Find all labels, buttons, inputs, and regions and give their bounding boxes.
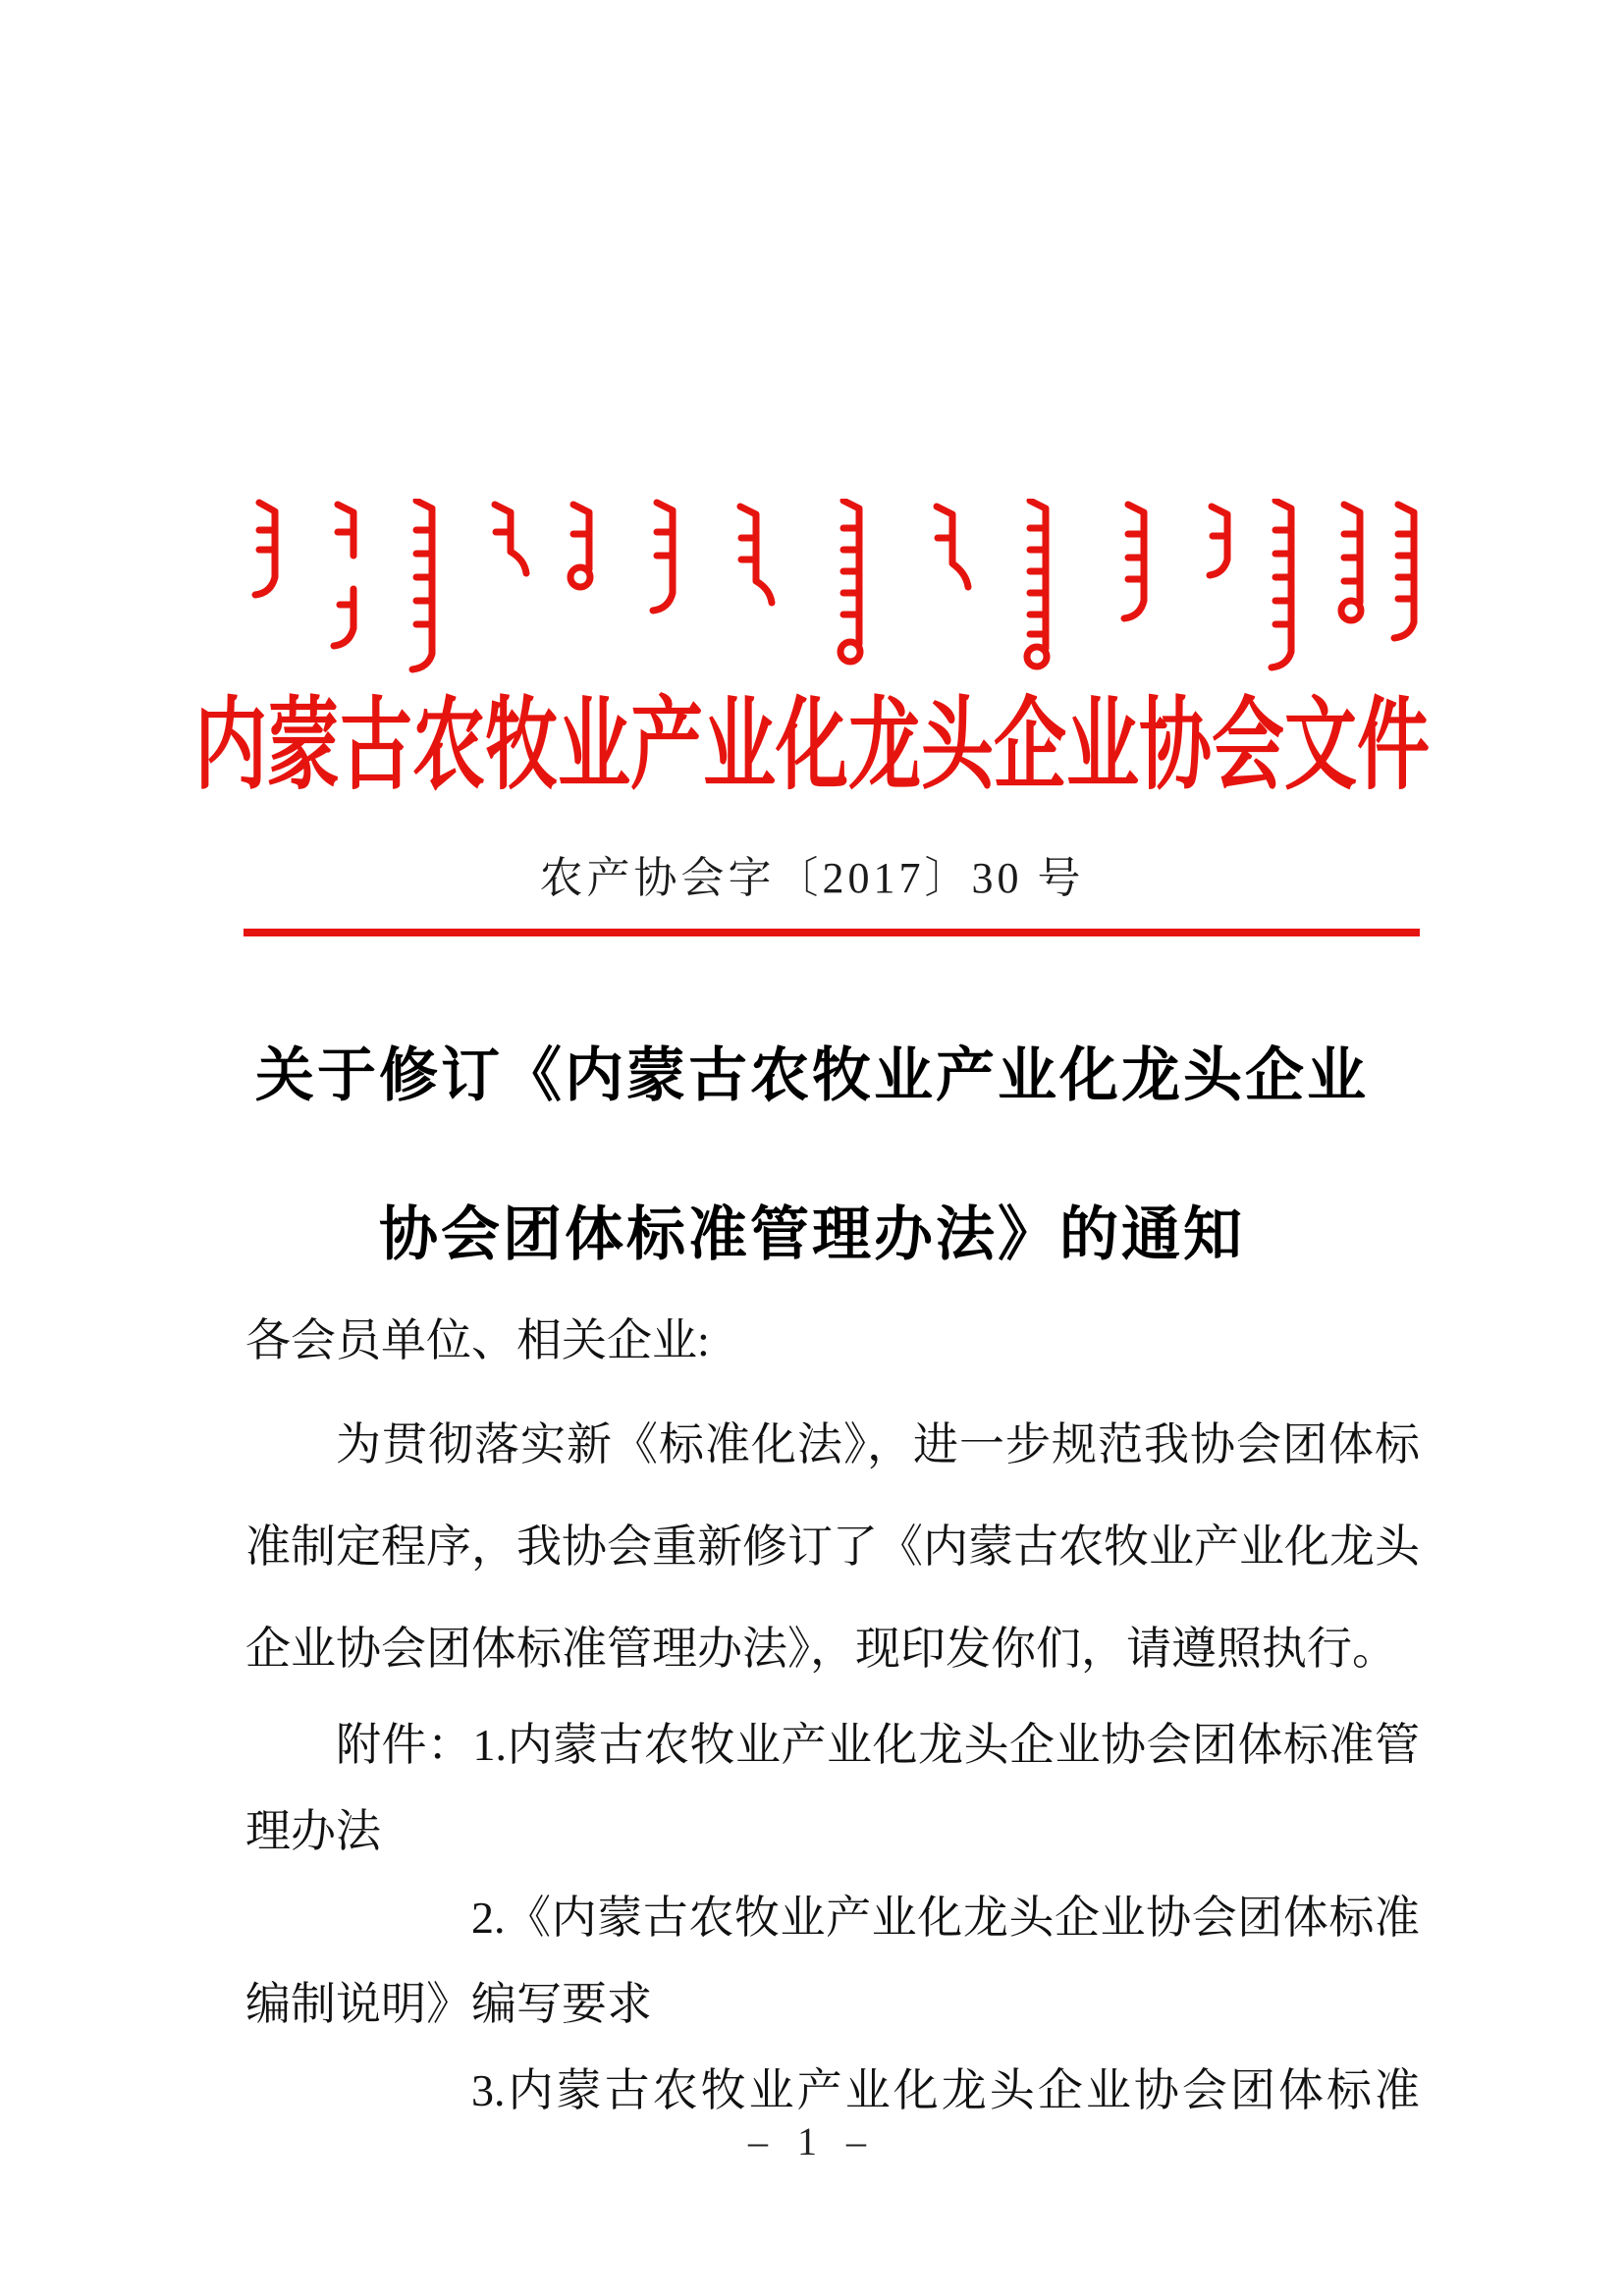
- attachment-line: 附件：1.内蒙古农牧业产业化龙头企业协会团体标准管: [336, 1720, 1420, 1770]
- notice-title-line1: 关于修订《内蒙古农牧业产业化龙头企业: [255, 1043, 1369, 1108]
- page-number: – 1 –: [748, 2119, 876, 2163]
- attachment-line: 理办法: [245, 1806, 381, 1856]
- mongolian-script-banner: [245, 499, 1424, 673]
- red-divider-line: [244, 929, 1420, 936]
- attachment-line: 3.内蒙古农牧业产业化龙头企业协会团体标准: [471, 2065, 1420, 2115]
- paragraph-line: 准制定程序，我协会重新修订了《内蒙古农牧业产业化龙头: [245, 1522, 1420, 1572]
- salutation: 各会员单位、相关企业:: [245, 1315, 710, 1365]
- paragraph-line: 企业协会团体标准管理办法》，现印发你们，请遵照执行。: [245, 1624, 1397, 1674]
- attachment-line: 编制说明》编写要求: [245, 1979, 652, 2029]
- doc-number: 农产协会字〔2017〕30 号: [539, 854, 1085, 902]
- attachment-line: 2.《内蒙古农牧业产业化龙头企业协会团体标准: [471, 1893, 1420, 1943]
- paragraph-line: 为贯彻落实新《标准化法》，进一步规范我协会团体标: [336, 1419, 1420, 1469]
- org-title: 内蒙古农牧业产业化龙头企业协会文件: [194, 691, 1430, 803]
- notice-title-line2: 协会团体标准管理办法》的通知: [379, 1202, 1245, 1267]
- mongolian-script-icon: [245, 499, 1424, 673]
